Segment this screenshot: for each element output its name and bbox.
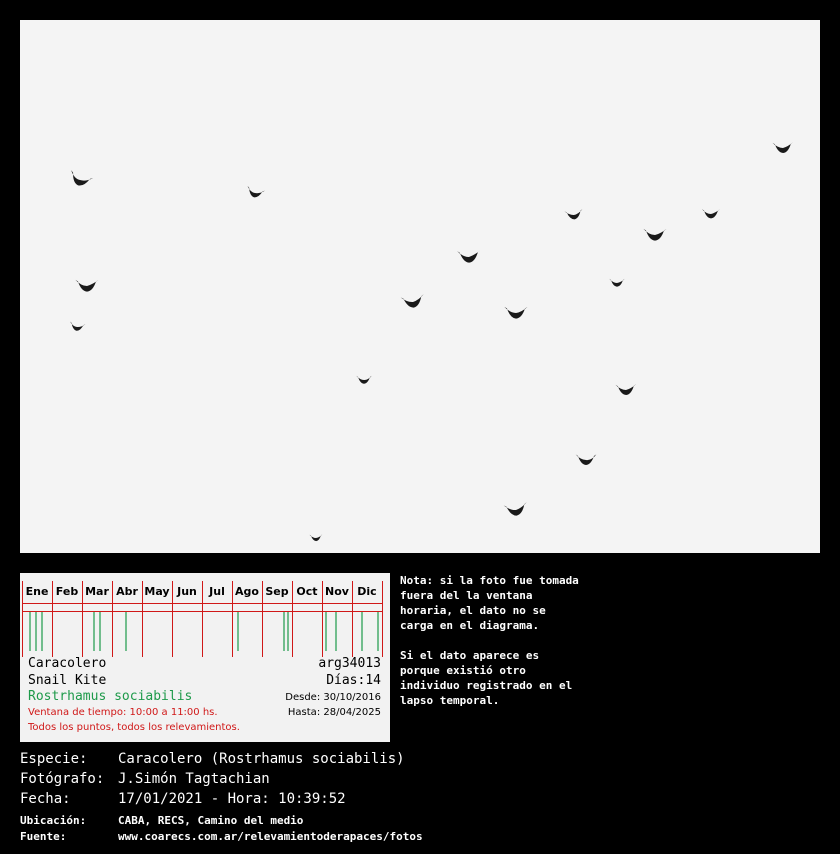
month-label: May [144,585,170,598]
location-line [20,814,303,827]
bird-silhouette [245,186,265,200]
bird-silhouette [356,376,372,384]
month-label: Abr [116,585,138,598]
location-value: CABA, RECS, Camino del medio [118,814,304,827]
bird-silhouette [504,502,529,517]
bird-silhouette [772,142,793,153]
photographer-line [20,771,270,787]
source-label: Fuente: [20,830,67,843]
bird-silhouette [702,209,720,218]
days-count: Días:14 [326,673,381,688]
month-label: Ene [25,585,49,598]
month-label: Dic [357,585,377,598]
month-label: Ago [235,585,259,598]
bird-silhouette [609,279,625,287]
all-points-note: Todos los puntos, todos los relevamientos. [28,722,240,733]
bird-silhouette [457,250,481,263]
month-label: Jun [177,585,197,598]
common-name: Caracolero [28,656,107,671]
date-line [20,791,346,807]
month-label: Jul [209,585,225,598]
bird-silhouette [75,280,98,292]
species-code: arg34013 [318,656,381,671]
bird-silhouette [615,384,636,395]
month-label: Sep [265,585,289,598]
bird-silhouette [69,322,86,333]
source-line [20,830,423,843]
birds-in-flight-image [20,20,820,553]
bird-silhouette [504,307,527,319]
month-label: Nov [325,585,349,598]
location-label: Ubicación: [20,814,87,827]
bird-silhouette [576,454,597,465]
date-value: 17/01/2021 - Hora: 10:39:52 [118,791,346,807]
note-paragraph-1: Nota: si la foto fue tomada fuera del la ventana horaria, el dato no se carga en el diagrama. [400,574,579,632]
bird-silhouette [564,209,583,220]
photographer-value: J.Simón Tagtachian [118,771,270,787]
bird-silhouette [401,294,426,309]
scientific-name: Rostrhamus sociabilis [28,689,193,704]
monthly-calendar [22,581,388,661]
note-paragraph-2: Si el dato aparece es porque existió otro individuo registrado en el lapso temporal. [400,649,573,707]
source-value: www.coarecs.com.ar/relevamientoderapaces/fotos [118,830,423,843]
photographer-label: Fotógrafo: [20,771,105,787]
time-window: Ventana de tiempo: 10:00 a 11:00 hs. [28,707,218,718]
date-to: Hasta: 28/04/2025 [287,707,381,718]
species-value: Caracolero (Rostrhamus sociabilis) [118,751,405,767]
month-label: Oct [296,585,318,598]
month-label: Mar [85,585,109,598]
bird-silhouette [309,534,322,541]
species-label: Especie: [20,751,88,767]
note-text [400,573,580,723]
bird-silhouette [67,170,93,189]
date-label: Fecha: [20,791,71,807]
month-label: Feb [55,585,79,598]
date-from: Desde: 30/10/2016 [285,692,381,703]
species-card [20,573,390,742]
bird-silhouette [643,229,666,241]
species-line [20,751,405,767]
bird-photo [20,20,820,553]
english-name: Snail Kite [28,673,107,688]
